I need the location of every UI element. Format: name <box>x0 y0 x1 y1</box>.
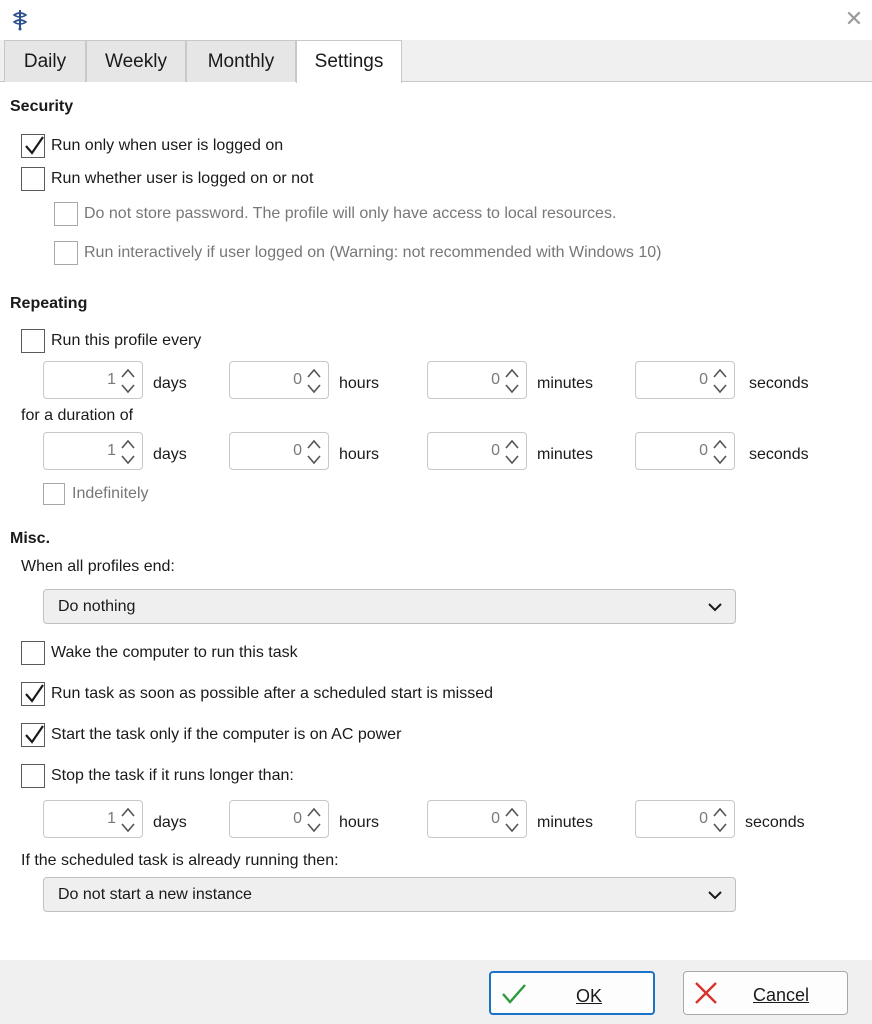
stop-seconds-unit: seconds <box>745 814 805 831</box>
already-running-value: Do not start a new instance <box>58 886 252 903</box>
cancel-button[interactable] <box>683 971 848 1015</box>
duration-days-stepper[interactable] <box>43 432 143 470</box>
ok-button[interactable] <box>489 971 655 1015</box>
stepper-value: 0 <box>491 810 500 827</box>
tab-monthly[interactable]: Monthly <box>186 40 296 82</box>
already-running-label: If the scheduled task is already running then: <box>21 852 339 869</box>
ac-power-label: Start the task only if the computer is on AC power <box>51 726 402 743</box>
run-only-logged-on-checkbox[interactable] <box>21 134 45 158</box>
ok-label: OK <box>576 986 603 1006</box>
app-icon <box>11 9 29 31</box>
stepper-value: 0 <box>699 371 708 388</box>
tab-settings[interactable]: Settings <box>296 40 402 83</box>
every-hours-stepper[interactable] <box>229 361 329 399</box>
wake-computer-label: Wake the computer to run this task <box>51 644 298 661</box>
stepper-value: 0 <box>491 442 500 459</box>
security-heading: Security <box>10 98 74 115</box>
stepper-value: 0 <box>699 442 708 459</box>
checkmark-icon <box>23 135 45 157</box>
checkmark-icon <box>501 983 527 1005</box>
indefinitely-checkbox[interactable] <box>43 483 65 505</box>
stepper-arrows-icon[interactable] <box>306 365 322 397</box>
checkmark-icon <box>23 724 45 746</box>
run-interactively-checkbox[interactable] <box>54 241 78 265</box>
every-minutes-unit: minutes <box>537 375 594 392</box>
tab-daily[interactable]: Daily <box>4 40 86 82</box>
do-not-store-password-label: Do not store password. The profile will only have access to local resources. <box>84 205 617 222</box>
when-end-label: When all profiles end: <box>21 558 175 575</box>
every-hours-unit: hours <box>339 375 380 392</box>
stepper-arrows-icon[interactable] <box>120 365 136 397</box>
every-minutes-stepper[interactable] <box>427 361 527 399</box>
stepper-arrows-icon[interactable] <box>712 436 728 468</box>
title-bar <box>0 0 872 40</box>
stepper-value: 0 <box>293 810 302 827</box>
chevron-down-icon <box>707 600 723 614</box>
stepper-arrows-icon[interactable] <box>712 804 728 836</box>
stop-days-stepper[interactable] <box>43 800 143 838</box>
stepper-arrows-icon[interactable] <box>504 804 520 836</box>
run-every-checkbox[interactable] <box>21 329 45 353</box>
stepper-arrows-icon[interactable] <box>306 436 322 468</box>
stop-hours-unit: hours <box>339 814 380 831</box>
duration-minutes-stepper[interactable] <box>427 432 527 470</box>
stepper-value: 1 <box>107 810 116 827</box>
run-whether-checkbox[interactable] <box>21 167 45 191</box>
every-seconds-unit: seconds <box>749 375 809 392</box>
do-not-store-password-checkbox[interactable] <box>54 202 78 226</box>
when-end-select[interactable] <box>43 589 736 624</box>
ac-power-checkbox[interactable] <box>21 723 45 747</box>
stepper-arrows-icon[interactable] <box>120 436 136 468</box>
stepper-value: 0 <box>293 442 302 459</box>
duration-days-unit: days <box>153 446 187 463</box>
stop-seconds-stepper[interactable] <box>635 800 735 838</box>
indefinitely-label: Indefinitely <box>72 485 149 502</box>
every-days-unit: days <box>153 375 187 392</box>
duration-seconds-unit: seconds <box>749 446 809 463</box>
stepper-arrows-icon[interactable] <box>712 365 728 397</box>
stop-minutes-unit: minutes <box>537 814 594 831</box>
stepper-arrows-icon[interactable] <box>504 365 520 397</box>
duration-seconds-stepper[interactable] <box>635 432 735 470</box>
stepper-value: 0 <box>699 810 708 827</box>
run-interactively-label: Run interactively if user logged on (Warning: not recommended with Windows 10) <box>84 244 662 261</box>
stepper-value: 1 <box>107 442 116 459</box>
run-whether-label: Run whether user is logged on or not <box>51 170 314 187</box>
repeating-heading: Repeating <box>10 295 88 312</box>
checkmark-icon <box>23 683 45 705</box>
stop-hours-stepper[interactable] <box>229 800 329 838</box>
when-end-value: Do nothing <box>58 598 136 615</box>
stepper-value: 1 <box>107 371 116 388</box>
every-seconds-stepper[interactable] <box>635 361 735 399</box>
stepper-value: 0 <box>491 371 500 388</box>
close-icon <box>694 981 718 1005</box>
already-running-select[interactable] <box>43 877 736 912</box>
duration-hours-stepper[interactable] <box>229 432 329 470</box>
run-every-label: Run this profile every <box>51 332 202 349</box>
stepper-arrows-icon[interactable] <box>504 436 520 468</box>
cancel-label: Cancel <box>753 985 810 1005</box>
misc-heading: Misc. <box>10 530 51 547</box>
every-days-stepper[interactable] <box>43 361 143 399</box>
tab-weekly[interactable]: Weekly <box>86 40 186 82</box>
duration-label: for a duration of <box>21 407 134 424</box>
stepper-arrows-icon[interactable] <box>306 804 322 836</box>
run-asap-checkbox[interactable] <box>21 682 45 706</box>
stepper-value: 0 <box>293 371 302 388</box>
stop-minutes-stepper[interactable] <box>427 800 527 838</box>
close-icon[interactable]: ✕ <box>844 6 864 31</box>
duration-minutes-unit: minutes <box>537 446 594 463</box>
stop-longer-checkbox[interactable] <box>21 764 45 788</box>
run-asap-label: Run task as soon as possible after a scheduled start is missed <box>51 685 493 702</box>
duration-hours-unit: hours <box>339 446 380 463</box>
wake-computer-checkbox[interactable] <box>21 641 45 665</box>
chevron-down-icon <box>707 888 723 902</box>
run-only-logged-on-label: Run only when user is logged on <box>51 137 284 154</box>
stepper-arrows-icon[interactable] <box>120 804 136 836</box>
stop-days-unit: days <box>153 814 187 831</box>
stop-longer-label: Stop the task if it runs longer than: <box>51 767 294 784</box>
